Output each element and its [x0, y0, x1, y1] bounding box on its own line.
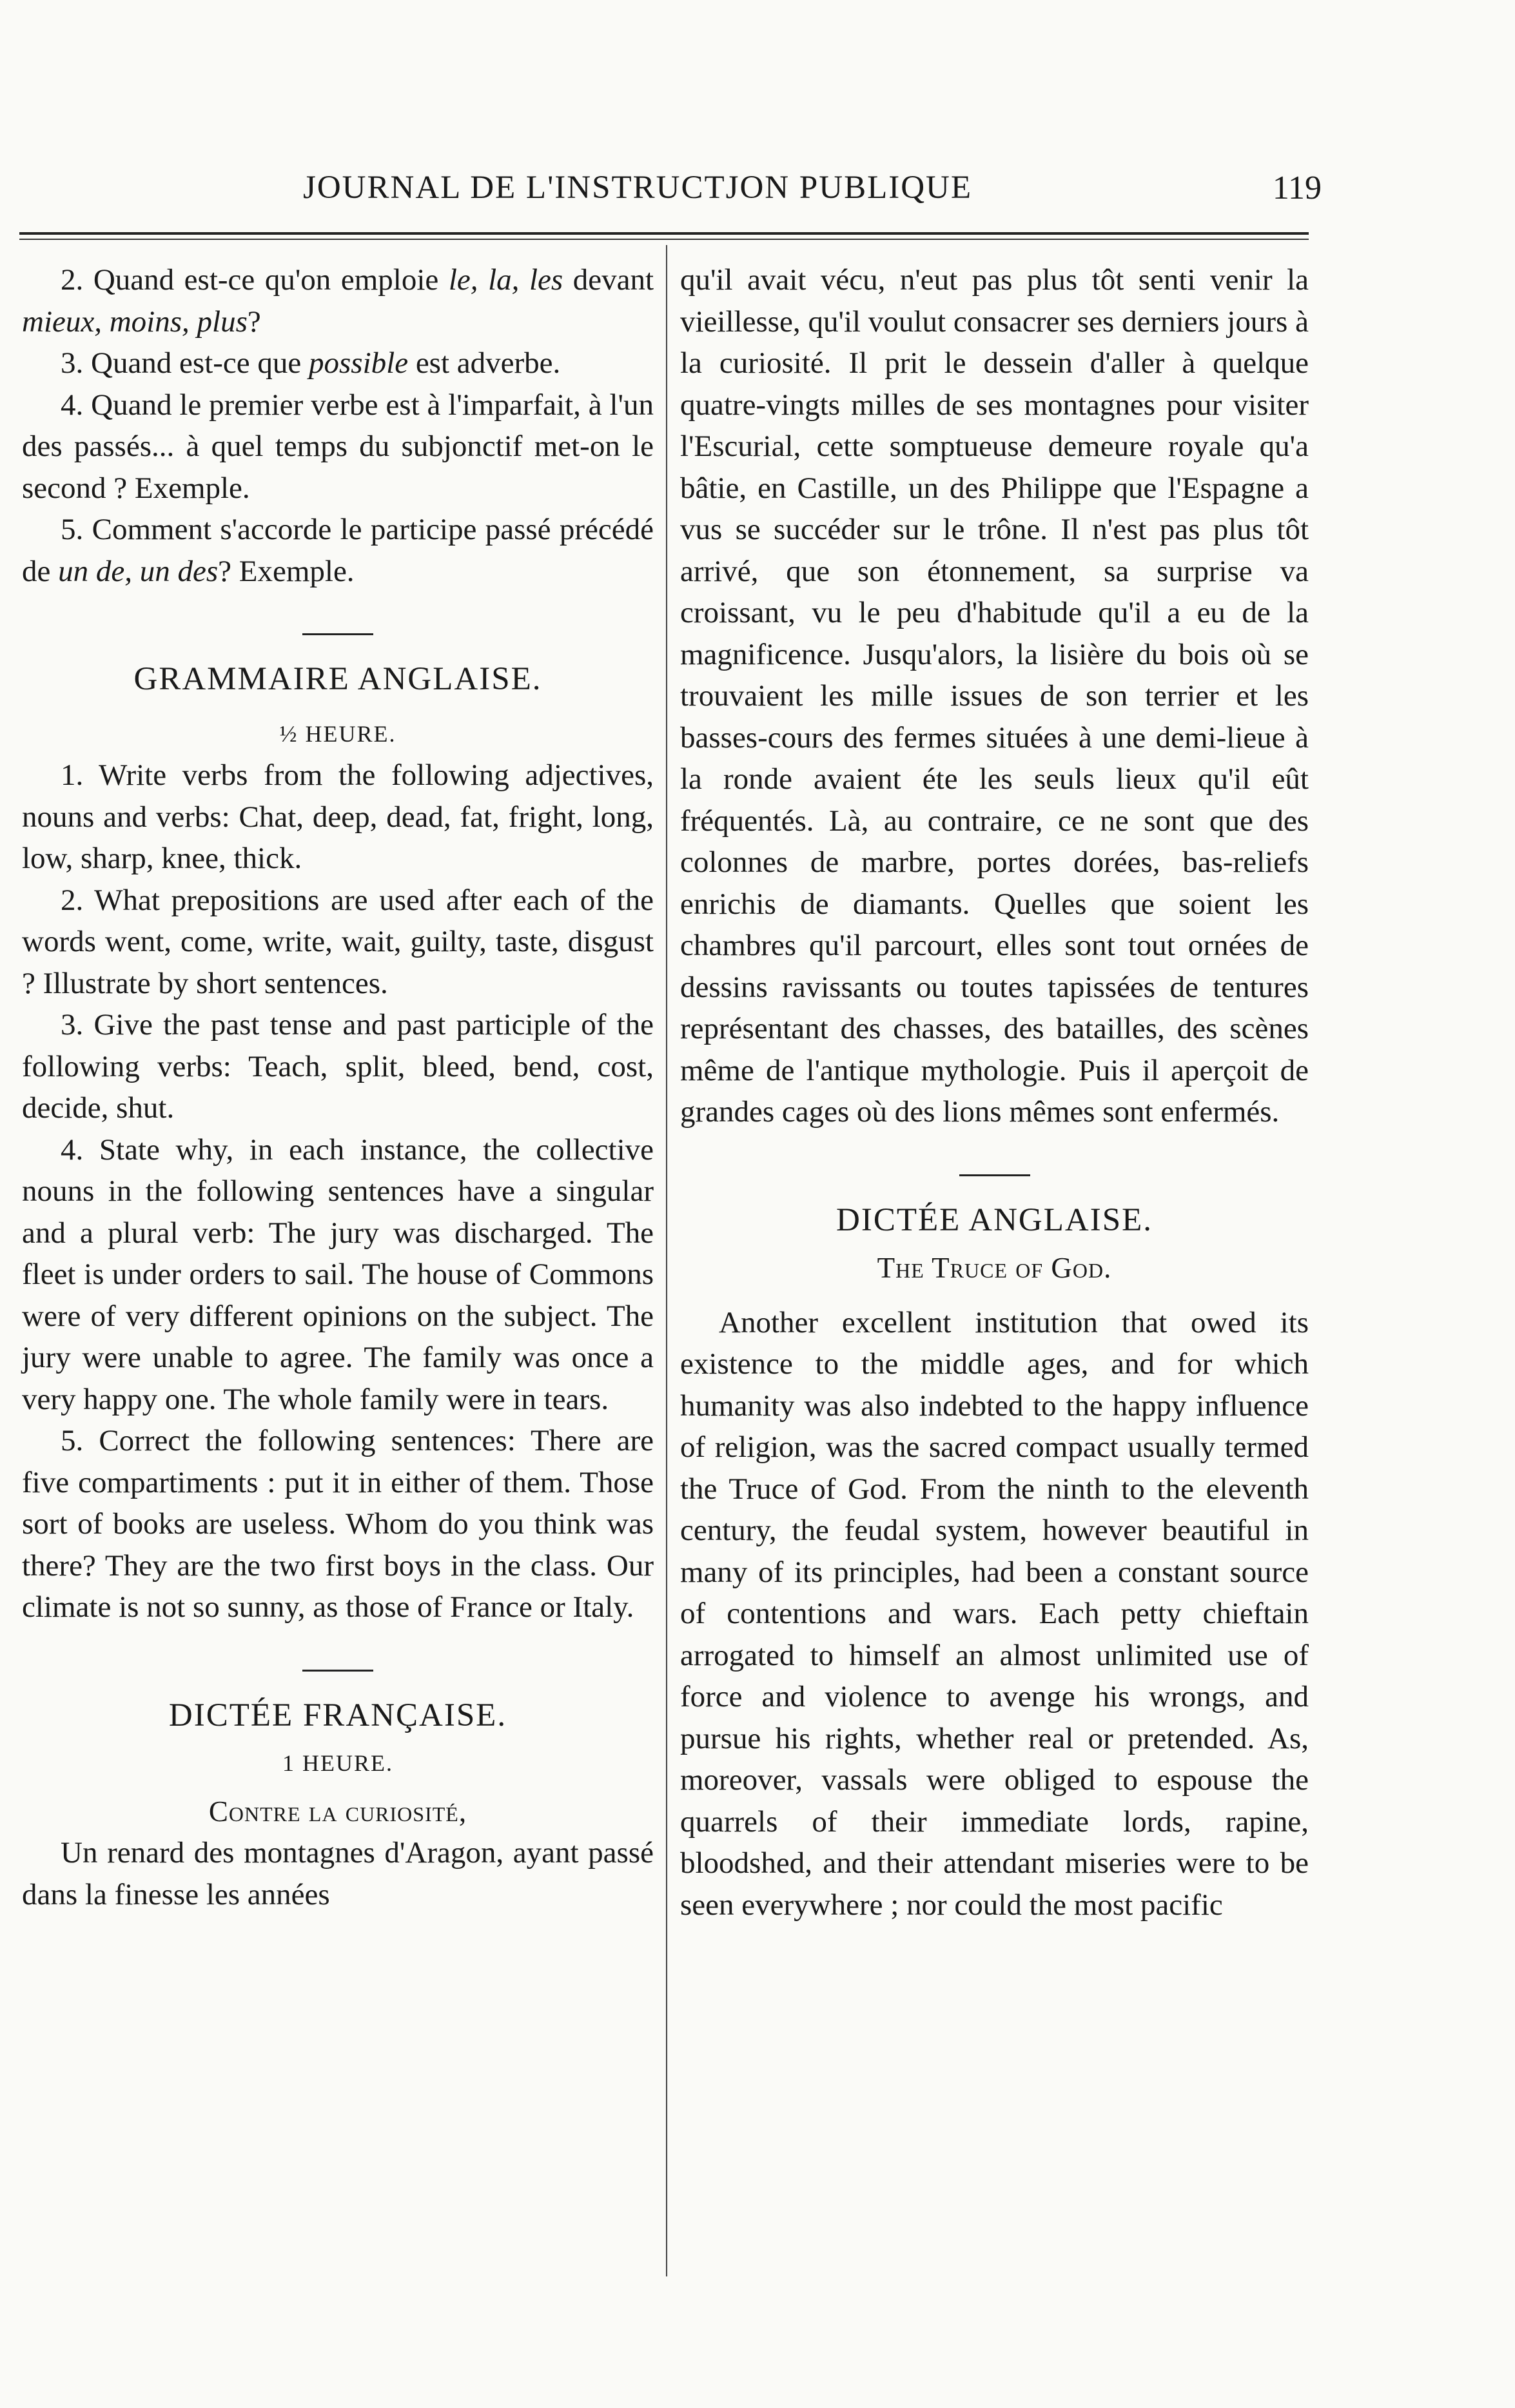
column-divider — [666, 245, 667, 2276]
section-heading-dictee-francaise: DICTÉE FRANÇAISE. — [168, 1697, 507, 1733]
dictation-paragraph: Another excellent institution that owed its existence to the middle ages, and for which humanity was also indebted to the happy influence of religion, was the sacred compact usually termed the Truce of God. From the ninth to the eleventh century, the feudal system, however beautiful in many of its principles, had been a constant source of contentions and wars. Each petty chieftain arrogated to himself an almost unlimited use of force and violence to avenge his wrongs, and pursue his rights, whether real or pretended. As, moreover, vassals were obliged to espouse the quarrels of their immediate lords, rapine, bloodshed, and their attendant miseries were to be seen everywhere ; nor could the most pacific — [680, 1305, 1309, 1922]
dictation-paragraph: Un renard des montagnes d'Aragon, ayant passé dans la finesse les années — [22, 1836, 654, 1911]
dictation-title: Contre la curiosité, — [208, 1795, 467, 1828]
grammar-question-5: 5. Correct the following sentences: There are five compartiments : put it in either of them. Those sort of books are useless. Whom do you think was there? They are the two first boys in the class. Our climate is not so sunny, as those of France or Italy. — [22, 1424, 654, 1624]
page-number: 119 — [1272, 170, 1322, 206]
grammar-question-3: 3. Give the past tense and past participle of the following verbs: Teach, split, bleed, bend, cost, decide, shut. — [22, 1008, 654, 1125]
running-header — [19, 169, 1322, 221]
journal-title: JOURNAL DE L'INSTRUCTJON PUBLIQUE — [303, 170, 973, 206]
grammar-question-2: 2. What prepositions are used after each of the words went, come, write, wait, guilty, taste, disgust ? Illustrate by short sentences. — [22, 883, 654, 1000]
grammar-question-1: 1. Write verbs from the following adjectives, nouns and verbs: Chat, deep, dead, fat, fright, long, low, sharp, knee, thick. — [22, 758, 654, 875]
right-column — [680, 259, 1309, 1926]
section-heading-dictee-anglaise: DICTÉE ANGLAISE. — [836, 1201, 1153, 1238]
dictation-title: The Truce of God. — [877, 1252, 1112, 1284]
section-heading-grammaire: GRAMMAIRE ANGLAISE. — [133, 661, 542, 697]
header-rule-thin — [19, 239, 1309, 240]
header-rule — [19, 232, 1309, 235]
question-2: 2. Quand est-ce qu'on emploie le, la, les devant mieux, moins, plus? — [22, 263, 654, 339]
question-4: 4. Quand le premier verbe est à l'imparfait, à l'un des passés... à quel temps du subjonctif met-on le second ? Exemple. — [22, 388, 654, 505]
left-column — [22, 259, 654, 1915]
grammar-question-4: 4. State why, in each instance, the collective nouns in the following sentences have a singular and a plural verb: The jury was discharged. The fleet is under orders to sail. The house of Commons were of very different opinions on the subject. The jury were unable to agree. The family was once a very happy one. The whole family were in tears. — [22, 1132, 654, 1416]
question-5: 5. Comment s'accorde le participe passé précédé de un de, un des? Exemple. — [22, 513, 654, 588]
section-duration: ½ HEURE. — [279, 720, 396, 747]
section-duration: 1 HEURE. — [282, 1750, 393, 1776]
question-3: 3. Quand est-ce que possible est adverbe. — [61, 346, 561, 380]
dictation-continuation: qu'il avait vécu, n'eut pas plus tôt senti venir la vieillesse, qu'il voulut consacrer ses derniers jours à la curiosité. Il prit le dessein d'aller à quelque quatre-vingts milles de ses montagnes pour visiter l'Escurial, cette somptueuse demeure royale qu'a bâtie, en Castille, un des Philippe que l'Espagne a vus se succéder sur le trône. Il n'est pas plus tôt arrivé, que son étonnement, sa surprise va croissant, vu le peu d'habitude qu'il a eu de la magnificence. Jusqu'alors, la lisière du bois où se trouvaient les mille issues de son terrier et les basses-cours des fermes situées à une demi-lieue à la ronde avaient éte les seuls lieux qu'il eût fréquentés. Là, au contraire, ce ne sont que des colonnes de marbre, portes dorées, bas-reliefs enrichis de diamants. Quelles que soient les chambres qu'il parcourt, elles sont tout ornées de dessins ravissants ou toutes tapissées de tentures représentant des chasses, des batailles, des scènes même de l'antique mythologie. Puis il aperçoit de grandes cages où des lions mêmes sont enfermés. — [680, 263, 1309, 1129]
